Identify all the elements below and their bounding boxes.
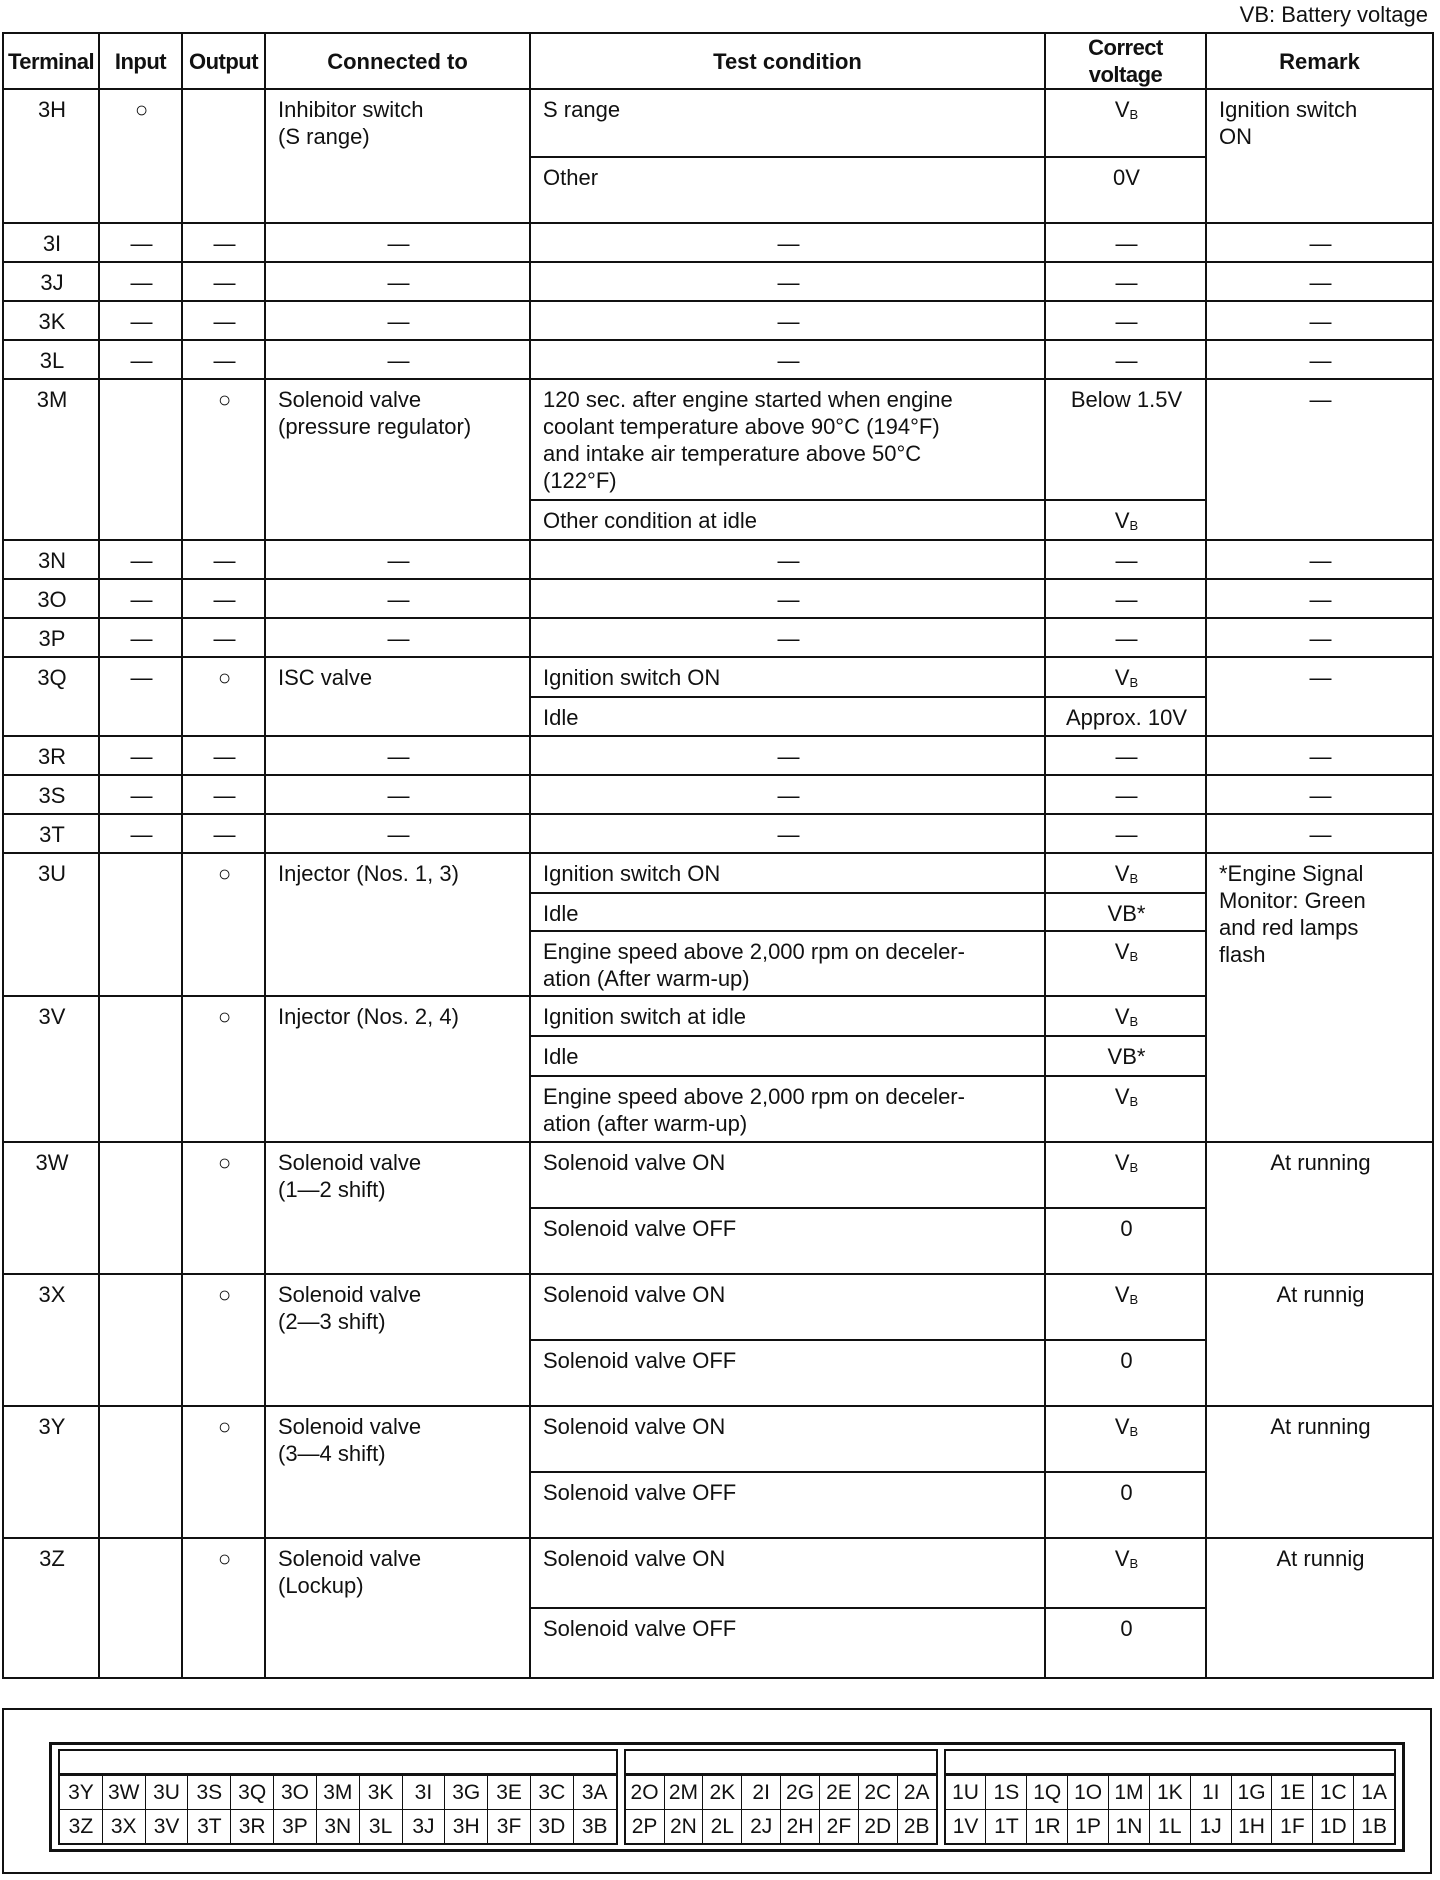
correct-voltage-cell: — xyxy=(1045,223,1206,262)
connector-pin: 1U xyxy=(946,1775,987,1809)
connector-pin: 1T xyxy=(986,1809,1027,1843)
test-condition-cell: — xyxy=(530,579,1045,618)
correct-voltage-cell: — xyxy=(1045,340,1206,379)
remark-cell: At runnig xyxy=(1206,1538,1433,1678)
connector-pin: 3V xyxy=(146,1809,189,1843)
terminal-cell: 3J xyxy=(3,262,99,301)
correct-voltage-cell: VB* xyxy=(1045,1036,1206,1076)
connected-to-cell: Solenoid valve (1—2 shift) xyxy=(265,1142,530,1274)
correct-voltage-cell: VB xyxy=(1045,931,1206,996)
input-cell: — xyxy=(99,301,182,340)
correct-voltage-cell: — xyxy=(1045,262,1206,301)
connector-pin: 2A xyxy=(898,1775,936,1809)
output-cell: ○ xyxy=(182,1406,265,1538)
correct-voltage-cell: VB xyxy=(1045,853,1206,893)
test-condition-cell: Other xyxy=(530,157,1045,223)
connected-to-cell: Solenoid valve (2—3 shift) xyxy=(265,1274,530,1406)
test-condition-cell: Ignition switch ON xyxy=(530,853,1045,893)
output-cell: ○ xyxy=(182,1538,265,1678)
connector-pin: 1R xyxy=(1027,1809,1068,1843)
test-condition-cell: — xyxy=(530,262,1045,301)
pin-row-bottom xyxy=(946,1809,1394,1843)
connector-pin: 1L xyxy=(1150,1809,1191,1843)
input-cell xyxy=(99,1274,182,1406)
terminal-cell: 3L xyxy=(3,340,99,379)
correct-voltage-cell: — xyxy=(1045,736,1206,775)
test-condition-cell: — xyxy=(530,340,1045,379)
output-cell: — xyxy=(182,775,265,814)
terminal-cell: 3Y xyxy=(3,1406,99,1538)
connected-to-cell: — xyxy=(265,301,530,340)
table-row xyxy=(3,1274,1433,1340)
connector-pin: 1J xyxy=(1191,1809,1232,1843)
connector-pin: 2H xyxy=(781,1809,820,1843)
connector-pin: 2O xyxy=(626,1775,665,1809)
remark-cell: — xyxy=(1206,262,1433,301)
connector-pin: 3A xyxy=(574,1775,616,1809)
input-cell xyxy=(99,379,182,540)
correct-voltage-cell: Below 1.5V xyxy=(1045,379,1206,500)
table-row xyxy=(3,89,1433,157)
correct-voltage-cell: 0 xyxy=(1045,1608,1206,1678)
input-cell: — xyxy=(99,814,182,853)
connector-block-2 xyxy=(624,1749,938,1845)
table-row xyxy=(3,301,1433,340)
table-row xyxy=(3,223,1433,262)
terminal-cell: 3P xyxy=(3,618,99,657)
connected-to-cell: — xyxy=(265,814,530,853)
correct-voltage-cell: 0 xyxy=(1045,1208,1206,1274)
connected-to-cell: — xyxy=(265,579,530,618)
connector-pin: 2J xyxy=(742,1809,781,1843)
input-cell: — xyxy=(99,736,182,775)
connector-pin: 3W xyxy=(103,1775,146,1809)
correct-voltage-cell: — xyxy=(1045,775,1206,814)
remark-cell: *Engine Signal Monitor: Green and red lamps flash xyxy=(1206,853,1433,1142)
correct-voltage-cell: VB xyxy=(1045,1076,1206,1142)
table-row xyxy=(3,1538,1433,1608)
test-condition-cell: Idle xyxy=(530,893,1045,931)
input-cell xyxy=(99,1538,182,1678)
correct-voltage-cell: VB xyxy=(1045,89,1206,157)
header-output: Output xyxy=(182,33,265,89)
input-cell xyxy=(99,853,182,996)
test-condition-cell: Idle xyxy=(530,697,1045,736)
output-cell: — xyxy=(182,262,265,301)
remark-cell: — xyxy=(1206,540,1433,579)
terminal-cell: 3R xyxy=(3,736,99,775)
input-cell xyxy=(99,996,182,1142)
correct-voltage-cell: 0 xyxy=(1045,1340,1206,1406)
input-cell: — xyxy=(99,657,182,736)
test-condition-cell: S range xyxy=(530,89,1045,157)
connector-pin: 3M xyxy=(317,1775,360,1809)
output-cell: — xyxy=(182,340,265,379)
input-cell: — xyxy=(99,262,182,301)
connector-pin: 1D xyxy=(1313,1809,1354,1843)
terminal-cell: 3O xyxy=(3,579,99,618)
test-condition-cell: Solenoid valve ON xyxy=(530,1274,1045,1340)
pin-row-top xyxy=(946,1775,1394,1809)
terminal-cell: 3Q xyxy=(3,657,99,736)
correct-voltage-cell: VB xyxy=(1045,1406,1206,1472)
connector-pin: 2C xyxy=(859,1775,898,1809)
connector-pin: 1B xyxy=(1354,1809,1394,1843)
connector-pin: 3C xyxy=(531,1775,574,1809)
remark-cell: At running xyxy=(1206,1406,1433,1538)
input-cell: ○ xyxy=(99,89,182,223)
input-cell: — xyxy=(99,540,182,579)
output-cell: ○ xyxy=(182,1142,265,1274)
connected-to-cell: — xyxy=(265,262,530,301)
output-cell: — xyxy=(182,223,265,262)
connected-to-cell: — xyxy=(265,775,530,814)
test-condition-cell: — xyxy=(530,814,1045,853)
input-cell xyxy=(99,1406,182,1538)
terminal-cell: 3U xyxy=(3,853,99,996)
connected-to-cell: — xyxy=(265,540,530,579)
connector-pin: 2K xyxy=(703,1775,742,1809)
connector-pin: 3E xyxy=(488,1775,531,1809)
connector-pin: 3L xyxy=(360,1809,403,1843)
test-condition-cell: Ignition switch ON xyxy=(530,657,1045,697)
table-row xyxy=(3,775,1433,814)
remark-cell: — xyxy=(1206,814,1433,853)
connector-block-3 xyxy=(58,1749,618,1845)
input-cell: — xyxy=(99,579,182,618)
terminal-cell: 3H xyxy=(3,89,99,223)
input-cell: — xyxy=(99,223,182,262)
connector-pin: 1I xyxy=(1191,1775,1232,1809)
pin-row-top xyxy=(60,1775,616,1809)
connector-pin: 3J xyxy=(403,1809,446,1843)
connector-pin: 2P xyxy=(626,1809,665,1843)
terminal-cell: 3I xyxy=(3,223,99,262)
table-row xyxy=(3,814,1433,853)
correct-voltage-cell: VB xyxy=(1045,657,1206,697)
test-condition-cell: Solenoid valve ON xyxy=(530,1538,1045,1608)
connector-pin: 1K xyxy=(1150,1775,1191,1809)
test-condition-cell: Solenoid valve OFF xyxy=(530,1208,1045,1274)
test-condition-cell: Idle xyxy=(530,1036,1045,1076)
connector-pin: 1Q xyxy=(1027,1775,1068,1809)
test-condition-cell: — xyxy=(530,540,1045,579)
connector-pin: 2E xyxy=(820,1775,859,1809)
connector-diagram xyxy=(2,1708,1432,1874)
connector-pin: 3H xyxy=(445,1809,488,1843)
connector-pin: 1V xyxy=(946,1809,987,1843)
test-condition-cell: Solenoid valve OFF xyxy=(530,1472,1045,1538)
remark-cell: — xyxy=(1206,657,1433,736)
table-row xyxy=(3,736,1433,775)
terminal-cell: 3V xyxy=(3,996,99,1142)
header-correct-voltage: Correct voltage xyxy=(1045,33,1206,89)
pin-row-top xyxy=(626,1775,936,1809)
connector-pin: 3K xyxy=(360,1775,403,1809)
terminal-cell: 3Z xyxy=(3,1538,99,1678)
terminal-cell: 3W xyxy=(3,1142,99,1274)
correct-voltage-cell: — xyxy=(1045,540,1206,579)
remark-cell: At running xyxy=(1206,1142,1433,1274)
connected-to-cell: — xyxy=(265,618,530,657)
output-cell: — xyxy=(182,736,265,775)
connector-pin: 2F xyxy=(820,1809,859,1843)
connector-pin: 3Q xyxy=(231,1775,274,1809)
test-condition-cell: Other condition at idle xyxy=(530,500,1045,540)
output-cell: ○ xyxy=(182,379,265,540)
connector-pin: 1F xyxy=(1272,1809,1313,1843)
connector-pin: 3P xyxy=(274,1809,317,1843)
correct-voltage-cell: — xyxy=(1045,618,1206,657)
table-row xyxy=(3,340,1433,379)
table-row xyxy=(3,853,1433,893)
header-row xyxy=(3,33,1433,89)
connector-key-outline xyxy=(626,1751,936,1775)
header-test-condition: Test condition xyxy=(530,33,1045,89)
output-cell: ○ xyxy=(182,657,265,736)
table-row xyxy=(3,657,1433,697)
terminal-cell: 3X xyxy=(3,1274,99,1406)
table-row xyxy=(3,379,1433,500)
test-condition-cell: — xyxy=(530,618,1045,657)
test-condition-cell: — xyxy=(530,736,1045,775)
connector-pin: 2B xyxy=(898,1809,936,1843)
test-condition-cell: 120 sec. after engine started when engine coolant temperature above 90°C (194°F) and intake air temperature above 50°C (122°F) xyxy=(530,379,1045,500)
output-cell xyxy=(182,89,265,223)
output-cell: — xyxy=(182,618,265,657)
remark-cell: — xyxy=(1206,223,1433,262)
input-cell: — xyxy=(99,618,182,657)
test-condition-cell: — xyxy=(530,301,1045,340)
test-condition-cell: Engine speed above 2,000 rpm on deceler- ation (after warm-up) xyxy=(530,1076,1045,1142)
connector-pin: 3D xyxy=(531,1809,574,1843)
connected-to-cell: — xyxy=(265,736,530,775)
test-condition-cell: Ignition switch at idle xyxy=(530,996,1045,1036)
terminal-cell: 3N xyxy=(3,540,99,579)
output-cell: ○ xyxy=(182,853,265,996)
connector-pin: 3S xyxy=(188,1775,231,1809)
connected-to-cell: Injector (Nos. 2, 4) xyxy=(265,996,530,1142)
connector-pin: 1G xyxy=(1232,1775,1273,1809)
output-cell: — xyxy=(182,814,265,853)
connector-pin: 2I xyxy=(742,1775,781,1809)
terminal-cell: 3S xyxy=(3,775,99,814)
connector-pin: 3N xyxy=(317,1809,360,1843)
table-row xyxy=(3,1142,1433,1208)
connected-to-cell: Solenoid valve (Lockup) xyxy=(265,1538,530,1678)
correct-voltage-cell: — xyxy=(1045,579,1206,618)
header-input: Input xyxy=(99,33,182,89)
connector-pin: 3B xyxy=(574,1809,616,1843)
battery-voltage-note: VB: Battery voltage xyxy=(1239,2,1428,27)
connector-pin: 2N xyxy=(665,1809,704,1843)
connected-to-cell: — xyxy=(265,223,530,262)
remark-cell: — xyxy=(1206,301,1433,340)
connected-to-cell: Injector (Nos. 1, 3) xyxy=(265,853,530,996)
connected-to-cell: ISC valve xyxy=(265,657,530,736)
pin-row-bottom xyxy=(60,1809,616,1843)
header-terminal: Terminal xyxy=(3,33,99,89)
correct-voltage-cell: Approx. 10V xyxy=(1045,697,1206,736)
connected-to-cell: Solenoid valve (pressure regulator) xyxy=(265,379,530,540)
connector-pin: 3R xyxy=(231,1809,274,1843)
connector-pin: 3X xyxy=(103,1809,146,1843)
connected-to-cell: Inhibitor switch (S range) xyxy=(265,89,530,223)
remark-cell: — xyxy=(1206,579,1433,618)
connector-pin: 1A xyxy=(1354,1775,1394,1809)
connected-to-cell: — xyxy=(265,340,530,379)
test-condition-cell: Engine speed above 2,000 rpm on deceler- ation (After warm-up) xyxy=(530,931,1045,996)
connector-pin: 3G xyxy=(445,1775,488,1809)
output-cell: — xyxy=(182,301,265,340)
connector-pin: 3T xyxy=(188,1809,231,1843)
connector-outline xyxy=(49,1742,1405,1852)
connector-pin: 2L xyxy=(703,1809,742,1843)
table-row xyxy=(3,262,1433,301)
correct-voltage-cell: VB xyxy=(1045,1538,1206,1608)
test-condition-cell: — xyxy=(530,223,1045,262)
correct-voltage-cell: VB xyxy=(1045,996,1206,1036)
table-row xyxy=(3,540,1433,579)
output-cell: ○ xyxy=(182,996,265,1142)
connector-pin: 1M xyxy=(1109,1775,1150,1809)
correct-voltage-cell: VB xyxy=(1045,1274,1206,1340)
connector-pin: 1H xyxy=(1232,1809,1273,1843)
correct-voltage-cell: VB xyxy=(1045,500,1206,540)
connector-pin: 2M xyxy=(665,1775,704,1809)
connector-pin: 1O xyxy=(1068,1775,1109,1809)
test-condition-cell: Solenoid valve ON xyxy=(530,1406,1045,1472)
header-remark: Remark xyxy=(1206,33,1433,89)
connector-pin: 1S xyxy=(986,1775,1027,1809)
header-connected-to: Connected to xyxy=(265,33,530,89)
connector-key-outline xyxy=(60,1751,616,1775)
remark-cell: — xyxy=(1206,379,1433,540)
remark-cell: At runnig xyxy=(1206,1274,1433,1406)
connector-block-1 xyxy=(944,1749,1396,1845)
connector-pin: 1C xyxy=(1313,1775,1354,1809)
output-cell: — xyxy=(182,540,265,579)
connector-pin: 3F xyxy=(488,1809,531,1843)
table-row xyxy=(3,618,1433,657)
connector-key-outline xyxy=(946,1751,1394,1775)
remark-cell: — xyxy=(1206,775,1433,814)
terminal-cell: 3T xyxy=(3,814,99,853)
test-condition-cell: Solenoid valve ON xyxy=(530,1142,1045,1208)
input-cell xyxy=(99,1142,182,1274)
terminal-table xyxy=(2,32,1434,1679)
input-cell: — xyxy=(99,775,182,814)
test-condition-cell: Solenoid valve OFF xyxy=(530,1340,1045,1406)
remark-cell: Ignition switch ON xyxy=(1206,89,1433,223)
terminal-cell: 3K xyxy=(3,301,99,340)
connector-pin: 3O xyxy=(274,1775,317,1809)
remark-cell: — xyxy=(1206,736,1433,775)
remark-cell: — xyxy=(1206,340,1433,379)
correct-voltage-cell: 0 xyxy=(1045,1472,1206,1538)
correct-voltage-cell: VB xyxy=(1045,1142,1206,1208)
input-cell: — xyxy=(99,340,182,379)
connector-pin: 3U xyxy=(146,1775,189,1809)
remark-cell: — xyxy=(1206,618,1433,657)
connector-pin: 3I xyxy=(403,1775,446,1809)
connected-to-cell: Solenoid valve (3—4 shift) xyxy=(265,1406,530,1538)
table-row xyxy=(3,579,1433,618)
connector-pin: 1N xyxy=(1109,1809,1150,1843)
table-row xyxy=(3,1406,1433,1472)
connector-pin: 2G xyxy=(781,1775,820,1809)
connector-pin: 3Y xyxy=(60,1775,103,1809)
correct-voltage-cell: 0V xyxy=(1045,157,1206,223)
connector-pin: 2D xyxy=(859,1809,898,1843)
pin-row-bottom xyxy=(626,1809,936,1843)
test-condition-cell: — xyxy=(530,775,1045,814)
output-cell: — xyxy=(182,579,265,618)
correct-voltage-cell: VB* xyxy=(1045,893,1206,931)
connector-pin: 1E xyxy=(1272,1775,1313,1809)
correct-voltage-cell: — xyxy=(1045,301,1206,340)
terminal-cell: 3M xyxy=(3,379,99,540)
connector-pin: 3Z xyxy=(60,1809,103,1843)
test-condition-cell: Solenoid valve OFF xyxy=(530,1608,1045,1678)
correct-voltage-cell: — xyxy=(1045,814,1206,853)
output-cell: ○ xyxy=(182,1274,265,1406)
connector-pin: 1P xyxy=(1068,1809,1109,1843)
